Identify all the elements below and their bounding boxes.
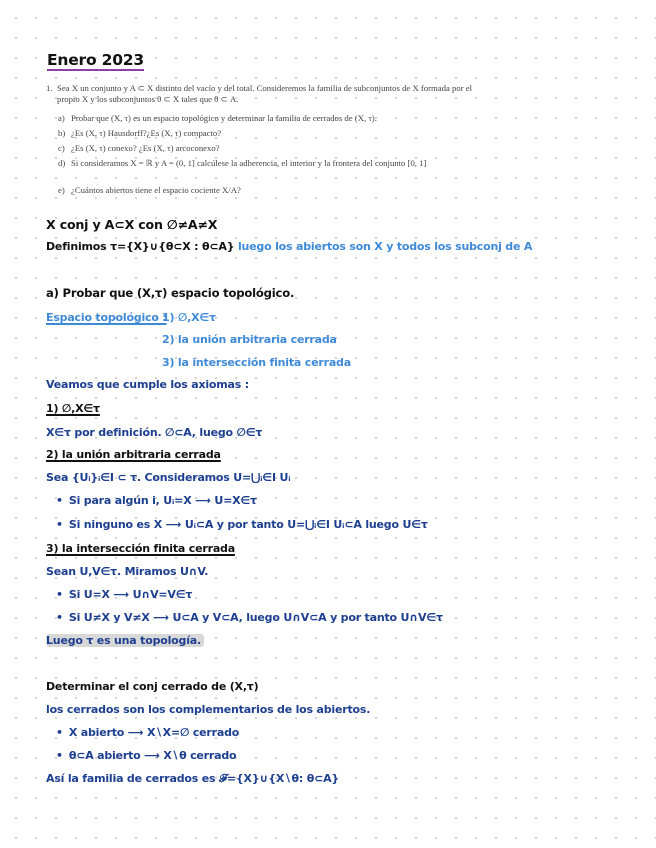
topology-definition-formula: Definimos τ={X}∪{θ⊂X : θ⊂A}	[46, 240, 235, 253]
notes-set-definition: X conj y A⊂X con ∅≠A≠X	[46, 217, 218, 232]
problem-statement	[46, 83, 476, 105]
notes-topology-definition	[46, 240, 532, 254]
subquestion-b	[58, 128, 468, 139]
axiom-3-case-2: • Si U≠X y V≠X ⟶ U⊂A y V⊂A, luego U∩V⊂A y por tanto U∩V∈τ	[56, 611, 443, 625]
topological-space-label: Espacio topológico :	[46, 311, 167, 324]
subquestion-e	[58, 185, 468, 196]
axiom-2-case-1: • Si para algún i, Uᵢ=X ⟶ U=X∈τ	[56, 494, 257, 508]
axiom-2: 2) la unión arbitraria cerrada	[162, 333, 337, 346]
subquestion-label: a)	[58, 113, 65, 123]
verify-axioms: Veamos que cumple los axiomas :	[46, 378, 249, 391]
subquestion-text: ¿Es (X, τ) Hausdorff?¿Es (X, τ) compacto?	[71, 128, 222, 138]
part-a-heading: a) Probar que (X,τ) espacio topológico.	[46, 286, 295, 300]
closed-family: Así la familia de cerrados es 𝓕={X}∪{X∖θ: θ⊂A}	[46, 772, 340, 785]
subquestion-c	[58, 143, 468, 154]
axiom-2-case-2: • Si ninguno es X ⟶ Uᵢ⊂A y por tanto U=⋃ᵢ∈I Uᵢ⊂A luego U∈τ	[56, 518, 428, 532]
axiom-1-heading: 1) ∅,X∈τ	[46, 402, 100, 415]
subquestion-text: ¿Es (X, τ) conexo? ¿Es (X, τ) arcoconexo?	[71, 143, 220, 153]
closed-case-2: • θ⊂A abierto ⟶ X∖θ cerrado	[56, 749, 236, 763]
axiom-1-proof: X∈τ por definición. ∅⊂A, luego ∅∈τ	[46, 426, 263, 439]
conclusion-highlight: Luego τ es una topología.	[46, 634, 204, 647]
axiom-3-heading: 3) la intersección finita cerrada	[46, 542, 235, 555]
axiom-3-setup: Sean U,V∈τ. Miramos U∩V.	[46, 565, 209, 578]
subquestion-label: e)	[58, 185, 65, 195]
subquestion-text: Probar que (X, τ) es un espacio topológico y determinar la familia de cerrados de (X, τ).	[71, 113, 377, 123]
axiom-2-heading: 2) la unión arbitraria cerrada	[46, 448, 221, 461]
topology-definition-remark: luego los abiertos son X y todos los subconj de A	[237, 240, 533, 253]
subquestion-a	[58, 113, 468, 124]
subquestion-text: ¿Cuántos abiertos tiene el espacio cociente X/A?	[71, 185, 241, 195]
axiom-2-setup: Sea {Uᵢ}ᵢ∈I ⊂ τ. Consideramos U=⋃ᵢ∈I Uᵢ	[46, 471, 291, 484]
closed-case-1: • X abierto ⟶ X∖X=∅ cerrado	[56, 726, 239, 740]
closed-sets-text: los cerrados son los complementarios de los abiertos.	[46, 703, 371, 716]
axiom-1: 1) ∅,X∈τ	[162, 311, 216, 324]
subquestion-d	[58, 158, 468, 169]
conclusion	[46, 634, 204, 648]
subquestion-text: Si consideramos X = ℝ y A = (0, 1] calcúlese la adherencia, el interior y la frontera del conjunto [0, 1]	[71, 158, 427, 168]
axiom-3-case-1: • Si U=X ⟶ U∩V=V∈τ	[56, 588, 192, 602]
problem-number: 1.	[46, 83, 53, 93]
page-title: Enero 2023	[47, 51, 144, 69]
subquestion-label: c)	[58, 143, 65, 153]
subquestion-label: d)	[58, 158, 66, 168]
problem-intro-text: Sea X un conjunto y A ⊂ X distinto del vacío y del total. Consideremos la familia de subconjuntos de X formada por el propio X y los subconjuntos θ ⊂ X tales que θ ⊂ A.	[57, 83, 473, 104]
closed-sets-heading: Determinar el conj cerrado de (X,τ)	[46, 680, 259, 693]
subquestion-label: b)	[58, 128, 66, 138]
axiom-3: 3) la intersección finita cerrada	[162, 356, 351, 369]
